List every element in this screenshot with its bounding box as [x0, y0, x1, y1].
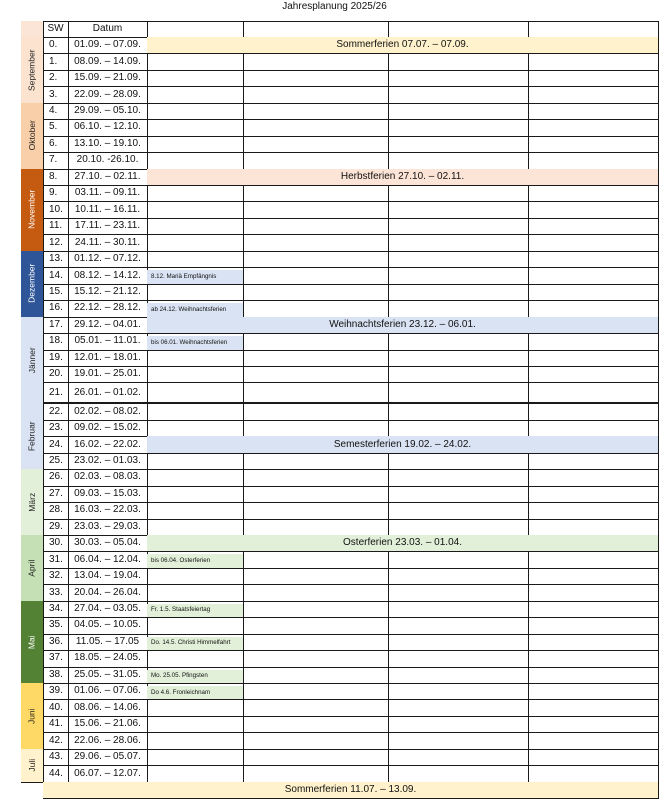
datum-cell: 15.06. – 21.06. [68, 716, 148, 733]
plan-cell[interactable] [528, 185, 659, 202]
note-cell[interactable] [147, 765, 244, 782]
plan-cell[interactable] [388, 53, 529, 70]
note-cell[interactable] [147, 152, 244, 169]
plan-cell[interactable] [388, 234, 529, 251]
plan-cell[interactable] [528, 584, 659, 601]
sw-cell: 20. [43, 366, 69, 383]
plan-cell[interactable] [388, 350, 529, 367]
plan-cell[interactable] [528, 70, 659, 87]
plan-cell[interactable] [243, 350, 389, 367]
holiday-note: Do 4.6. Fronleichnam [147, 686, 244, 699]
plan-cell[interactable] [528, 601, 659, 618]
month-name: Juli [26, 758, 37, 772]
note-cell[interactable] [147, 86, 244, 103]
datum-cell: 09.03. – 15.03. [68, 486, 148, 503]
holiday-banner: Semesterferien 19.02. – 24.02. [147, 436, 659, 453]
datum-cell: 01.09. – 07.09. [68, 37, 148, 54]
datum-cell: 15.12. – 21.12. [68, 284, 148, 301]
plan-cell[interactable] [243, 634, 389, 651]
datum-cell: 16.03. – 22.03. [68, 502, 148, 519]
plan-cell[interactable] [528, 86, 659, 103]
sw-cell: 39. [43, 683, 69, 700]
plan-cell[interactable] [243, 267, 389, 284]
plan-cell[interactable] [528, 420, 659, 437]
plan-cell[interactable] [243, 551, 389, 568]
plan-cell[interactable] [528, 551, 659, 568]
plan-cell[interactable] [243, 152, 389, 169]
month-name: November [26, 190, 37, 230]
plan-cell[interactable] [528, 251, 659, 268]
plan-cell[interactable] [388, 284, 529, 301]
note-cell[interactable] [147, 551, 244, 568]
note-cell[interactable] [147, 650, 244, 667]
footer-holiday-banner: Sommerferien 11.07. – 13.09. [43, 782, 659, 799]
datum-cell: 06.10. – 12.10. [68, 119, 148, 136]
note-cell[interactable] [147, 732, 244, 749]
plan-cell[interactable] [388, 420, 529, 437]
datum-cell: 02.03. – 08.03. [68, 469, 148, 486]
plan-cell[interactable] [243, 716, 389, 733]
datum-cell: 22.06. – 28.06. [68, 732, 148, 749]
month-label-5 [21, 403, 44, 470]
plan-cell[interactable] [528, 218, 659, 235]
plan-cell[interactable] [388, 202, 529, 219]
sw-cell: 9. [43, 185, 69, 202]
plan-cell[interactable] [243, 218, 389, 235]
datum-cell: 03.11. – 09.11. [68, 185, 148, 202]
plan-cell[interactable] [528, 453, 659, 470]
datum-cell: 13.10. – 19.10. [68, 136, 148, 153]
sw-cell: 19. [43, 350, 69, 367]
plan-cell[interactable] [243, 366, 389, 383]
note-cell[interactable] [147, 700, 244, 717]
plan-cell[interactable] [388, 667, 529, 684]
plan-cell[interactable] [528, 650, 659, 667]
note-cell[interactable] [147, 284, 244, 301]
plan-cell[interactable] [388, 469, 529, 486]
month-name: September [26, 49, 37, 91]
plan-cell[interactable] [243, 284, 389, 301]
plan-cell[interactable] [388, 617, 529, 634]
datum-cell: 27.04. – 03.05. [68, 601, 148, 618]
plan-cell[interactable] [243, 86, 389, 103]
plan-cell[interactable] [388, 716, 529, 733]
plan-cell[interactable] [528, 683, 659, 700]
plan-cell[interactable] [243, 601, 389, 618]
plan-cell[interactable] [243, 53, 389, 70]
month-label-9 [21, 683, 44, 750]
plan-cell[interactable] [388, 650, 529, 667]
plan-cell[interactable] [243, 519, 389, 536]
plan-cell[interactable] [243, 234, 389, 251]
plan-cell[interactable] [243, 103, 389, 120]
plan-cell[interactable] [388, 119, 529, 136]
month-name: März [26, 492, 37, 512]
sw-cell: 26. [43, 469, 69, 486]
datum-cell: 23.02. – 01.03. [68, 453, 148, 470]
plan-cell[interactable] [388, 366, 529, 383]
plan-cell[interactable] [243, 185, 389, 202]
sw-cell: 18. [43, 333, 69, 350]
datum-cell: 06.07. – 12.07. [68, 765, 148, 782]
note-cell[interactable] [147, 119, 244, 136]
plan-cell[interactable] [528, 519, 659, 536]
header-blank-cell [147, 21, 244, 38]
plan-cell[interactable] [388, 700, 529, 717]
datum-cell: 01.06. – 07.06. [68, 683, 148, 700]
plan-cell[interactable] [528, 700, 659, 717]
sw-cell: 41. [43, 716, 69, 733]
note-cell[interactable] [147, 185, 244, 202]
sw-cell: 34. [43, 601, 69, 618]
note-cell[interactable] [147, 382, 244, 404]
sw-cell: 14. [43, 267, 69, 284]
plan-cell[interactable] [388, 86, 529, 103]
datum-cell: 02.02. – 08.02. [68, 403, 148, 420]
plan-cell[interactable] [528, 53, 659, 70]
holiday-note: bis 06.04. Osterferien [147, 554, 244, 567]
sw-cell: 5. [43, 119, 69, 136]
plan-cell[interactable] [528, 202, 659, 219]
plan-cell[interactable] [528, 234, 659, 251]
note-cell[interactable] [147, 300, 244, 317]
sw-cell: 4. [43, 103, 69, 120]
month-label-2 [21, 169, 44, 252]
datum-cell: 10.11. – 16.11. [68, 202, 148, 219]
sw-cell: 3. [43, 86, 69, 103]
datum-cell: 17.11. – 23.11. [68, 218, 148, 235]
datum-cell: 09.02. – 15.02. [68, 420, 148, 437]
sw-cell: 13. [43, 251, 69, 268]
sw-cell: 28. [43, 502, 69, 519]
datum-cell: 11.05. – 17.05 [68, 634, 148, 651]
plan-cell[interactable] [243, 70, 389, 87]
plan-cell[interactable] [243, 667, 389, 684]
header-blank-cell [388, 21, 529, 38]
month-label-4 [21, 317, 44, 405]
plan-cell[interactable] [243, 119, 389, 136]
datum-cell: 22.12. – 28.12. [68, 300, 148, 317]
note-cell[interactable] [147, 251, 244, 268]
sw-cell: 42. [43, 732, 69, 749]
holiday-note: Mo. 25.05. Pfingsten [147, 670, 244, 683]
plan-cell[interactable] [388, 584, 529, 601]
plan-cell[interactable] [528, 469, 659, 486]
plan-cell[interactable] [528, 333, 659, 350]
sw-cell: 40. [43, 700, 69, 717]
note-cell[interactable] [147, 584, 244, 601]
plan-cell[interactable] [243, 469, 389, 486]
plan-cell[interactable] [388, 568, 529, 585]
plan-cell[interactable] [528, 350, 659, 367]
plan-cell[interactable] [243, 202, 389, 219]
sw-cell: 21. [43, 382, 69, 404]
plan-cell[interactable] [388, 333, 529, 350]
month-name: Juni [26, 708, 37, 724]
plan-cell[interactable] [528, 732, 659, 749]
plan-cell[interactable] [528, 284, 659, 301]
note-cell[interactable] [147, 634, 244, 651]
note-cell[interactable] [147, 502, 244, 519]
sw-cell: 30. [43, 535, 69, 552]
plan-cell[interactable] [528, 486, 659, 503]
plan-cell[interactable] [243, 486, 389, 503]
plan-cell[interactable] [243, 300, 389, 317]
plan-cell[interactable] [243, 333, 389, 350]
plan-cell[interactable] [243, 453, 389, 470]
plan-cell[interactable] [388, 152, 529, 169]
month-name: Februar [26, 421, 37, 452]
plan-cell[interactable] [243, 502, 389, 519]
plan-cell[interactable] [388, 267, 529, 284]
holiday-banner: Weihnachtsferien 23.12. – 06.01. [147, 317, 659, 334]
plan-cell[interactable] [243, 420, 389, 437]
month-label-6 [21, 469, 44, 536]
month-name: April [26, 559, 37, 577]
month-label-3 [21, 251, 44, 318]
plan-cell[interactable] [388, 453, 529, 470]
sw-cell: 36. [43, 634, 69, 651]
datum-cell: 29.12. – 04.01. [68, 317, 148, 334]
note-cell[interactable] [147, 683, 244, 700]
datum-cell: 04.05. – 10.05. [68, 617, 148, 634]
plan-cell[interactable] [528, 716, 659, 733]
plan-cell[interactable] [528, 136, 659, 153]
datum-cell: 25.05. – 31.05. [68, 667, 148, 684]
datum-cell: 23.03. – 29.03. [68, 519, 148, 536]
month-label-0 [21, 37, 44, 104]
plan-cell[interactable] [528, 103, 659, 120]
plan-cell[interactable] [243, 700, 389, 717]
datum-cell: 15.09. – 21.09. [68, 70, 148, 87]
sw-cell: 44. [43, 765, 69, 782]
plan-cell[interactable] [528, 667, 659, 684]
sw-cell: 29. [43, 519, 69, 536]
header-datum: Datum [68, 21, 148, 38]
plan-cell[interactable] [243, 568, 389, 585]
plan-cell[interactable] [528, 403, 659, 420]
note-cell[interactable] [147, 103, 244, 120]
sw-cell: 17. [43, 317, 69, 334]
plan-cell[interactable] [388, 382, 529, 404]
month-name: Oktober [26, 120, 37, 151]
note-cell[interactable] [147, 716, 244, 733]
datum-cell: 24.11. – 30.11. [68, 234, 148, 251]
plan-cell[interactable] [243, 382, 389, 404]
note-cell[interactable] [147, 218, 244, 235]
page-title: Jahresplanung 2025/26 [282, 1, 387, 12]
note-cell[interactable] [147, 601, 244, 618]
datum-cell: 13.04. – 19.04. [68, 568, 148, 585]
month-name: Mai [26, 635, 37, 649]
sw-cell: 32. [43, 568, 69, 585]
datum-cell: 29.06. – 05.07. [68, 749, 148, 766]
datum-cell: 26.01. – 01.02. [68, 382, 148, 404]
datum-cell: 08.12. – 14.12. [68, 267, 148, 284]
plan-cell[interactable] [388, 486, 529, 503]
sw-cell: 15. [43, 284, 69, 301]
plan-cell[interactable] [243, 732, 389, 749]
note-cell[interactable] [147, 70, 244, 87]
plan-cell[interactable] [243, 403, 389, 420]
note-cell[interactable] [147, 403, 244, 420]
plan-cell[interactable] [528, 502, 659, 519]
datum-cell: 22.09. – 28.09. [68, 86, 148, 103]
holiday-note: 8.12. Mariä Empfängnis [147, 270, 244, 283]
month-label-8 [21, 601, 44, 684]
plan-cell[interactable] [528, 634, 659, 651]
note-cell[interactable] [147, 333, 244, 350]
note-cell[interactable] [147, 749, 244, 766]
month-name: Dezember [26, 264, 37, 304]
plan-cell[interactable] [528, 568, 659, 585]
sw-cell: 2. [43, 70, 69, 87]
sw-cell: 11. [43, 218, 69, 235]
datum-cell: 18.05. – 24.05. [68, 650, 148, 667]
month-label-7 [21, 535, 44, 602]
plan-cell[interactable] [243, 650, 389, 667]
plan-cell[interactable] [243, 749, 389, 766]
plan-cell[interactable] [528, 749, 659, 766]
datum-cell: 08.09. – 14.09. [68, 53, 148, 70]
datum-cell: 29.09. – 05.10. [68, 103, 148, 120]
plan-cell[interactable] [388, 185, 529, 202]
plan-cell[interactable] [528, 267, 659, 284]
sw-cell: 31. [43, 551, 69, 568]
datum-cell: 20.04. – 26.04. [68, 584, 148, 601]
header-blank-cell [243, 21, 389, 38]
note-cell[interactable] [147, 453, 244, 470]
note-cell[interactable] [147, 568, 244, 585]
plan-cell[interactable] [388, 103, 529, 120]
plan-cell[interactable] [388, 601, 529, 618]
plan-cell[interactable] [388, 300, 529, 317]
holiday-banner: Sommerferien 07.07. – 07.09. [147, 37, 659, 54]
plan-cell[interactable] [388, 634, 529, 651]
note-cell[interactable] [147, 366, 244, 383]
note-cell[interactable] [147, 486, 244, 503]
holiday-note: ab 24.12. Weihnachtsferien [147, 303, 244, 316]
plan-cell[interactable] [388, 403, 529, 420]
datum-cell: 19.01. – 25.01. [68, 366, 148, 383]
note-cell[interactable] [147, 267, 244, 284]
datum-cell: 05.01. – 11.01. [68, 333, 148, 350]
plan-cell[interactable] [388, 502, 529, 519]
holiday-note: bis 06.01. Weihnachtsferien [147, 336, 244, 349]
plan-cell[interactable] [388, 765, 529, 782]
datum-cell: 30.03. – 05.04. [68, 535, 148, 552]
header-month-cell [21, 21, 44, 38]
header-sw: SW [43, 21, 69, 38]
datum-cell: 06.04. – 12.04. [68, 551, 148, 568]
sw-cell: 43. [43, 749, 69, 766]
sw-cell: 12. [43, 234, 69, 251]
sw-cell: 8. [43, 169, 69, 186]
note-cell[interactable] [147, 617, 244, 634]
sw-cell: 0. [43, 37, 69, 54]
datum-cell: 27.10. – 02.11. [68, 169, 148, 186]
holiday-note: Do. 14.5. Christi Himmelfahrt [147, 637, 244, 650]
plan-cell[interactable] [388, 519, 529, 536]
plan-cell[interactable] [243, 584, 389, 601]
sw-cell: 33. [43, 584, 69, 601]
plan-cell[interactable] [388, 749, 529, 766]
plan-cell[interactable] [243, 765, 389, 782]
plan-cell[interactable] [528, 119, 659, 136]
plan-cell[interactable] [388, 683, 529, 700]
sw-cell: 38. [43, 667, 69, 684]
holiday-banner: Herbstferien 27.10. – 02.11. [147, 169, 659, 186]
sw-cell: 16. [43, 300, 69, 317]
sw-cell: 27. [43, 486, 69, 503]
plan-cell[interactable] [528, 300, 659, 317]
datum-cell: 01.12. – 07.12. [68, 251, 148, 268]
plan-cell[interactable] [243, 683, 389, 700]
plan-cell[interactable] [388, 136, 529, 153]
plan-cell[interactable] [388, 732, 529, 749]
header-blank-cell [528, 21, 659, 38]
sw-cell: 37. [43, 650, 69, 667]
note-cell[interactable] [147, 667, 244, 684]
plan-cell[interactable] [243, 251, 389, 268]
sw-cell: 25. [43, 453, 69, 470]
sw-cell: 23. [43, 420, 69, 437]
month-label-10 [21, 749, 44, 783]
datum-cell: 08.06. – 14.06. [68, 700, 148, 717]
plan-cell[interactable] [528, 382, 659, 404]
sw-cell: 7. [43, 152, 69, 169]
note-cell[interactable] [147, 350, 244, 367]
datum-cell: 12.01. – 18.01. [68, 350, 148, 367]
plan-cell[interactable] [528, 152, 659, 169]
note-cell[interactable] [147, 234, 244, 251]
plan-cell[interactable] [528, 366, 659, 383]
plan-cell[interactable] [243, 617, 389, 634]
note-cell[interactable] [147, 420, 244, 437]
sw-cell: 35. [43, 617, 69, 634]
note-cell[interactable] [147, 469, 244, 486]
plan-cell[interactable] [528, 765, 659, 782]
datum-cell: 20.10. -26.10. [68, 152, 148, 169]
month-name: Jänner [26, 347, 37, 374]
month-label-1 [21, 103, 44, 170]
holiday-note: Fr. 1.5. Staatsfeiertag [147, 604, 244, 617]
note-cell[interactable] [147, 202, 244, 219]
holiday-banner: Osterferien 23.03. – 01.04. [147, 535, 659, 552]
sw-cell: 24. [43, 436, 69, 453]
plan-cell[interactable] [388, 70, 529, 87]
sw-cell: 1. [43, 53, 69, 70]
sw-cell: 10. [43, 202, 69, 219]
plan-cell[interactable] [528, 617, 659, 634]
plan-cell[interactable] [388, 218, 529, 235]
datum-cell: 16.02. – 22.02. [68, 436, 148, 453]
sw-cell: 6. [43, 136, 69, 153]
note-cell[interactable] [147, 136, 244, 153]
plan-cell[interactable] [388, 251, 529, 268]
note-cell[interactable] [147, 519, 244, 536]
note-cell[interactable] [147, 53, 244, 70]
plan-cell[interactable] [388, 551, 529, 568]
plan-cell[interactable] [243, 136, 389, 153]
sw-cell: 22. [43, 403, 69, 420]
